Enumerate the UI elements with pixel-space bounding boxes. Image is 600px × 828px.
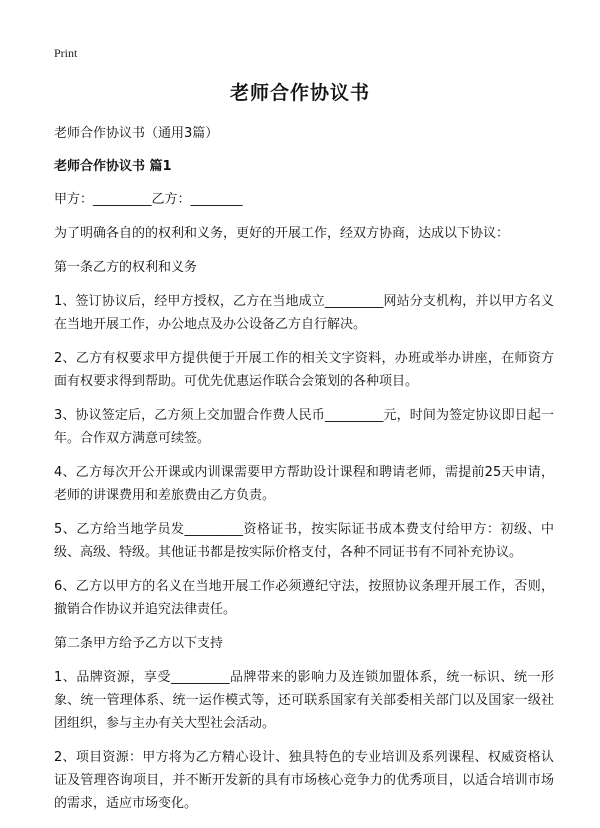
- parties-line: 甲方：_________乙方：________: [54, 192, 243, 207]
- article1-item-3: 3、协议签定后，乙方须上交加盟合作费人民币_________元，时间为签定协议即日起一年。合作双方满意可续签。: [54, 408, 554, 446]
- section-heading: 老师合作协议书 篇1: [54, 159, 172, 174]
- article1-item-4: 4、乙方每次开公开课或内训课需要甲方帮助设计课程和聘请老师，需提前25天申请，老师的讲课费用和差旅费由乙方负责。: [54, 465, 554, 503]
- article2-item-1: 1、品牌资源，享受_________品牌带来的影响力及连锁加盟体系，统一标识、统一形象、统一管理体系、统一运作模式等，还可联系国家有关部委相关部门以及国家一级社团组织，参与主办有关大型社会活动。: [54, 670, 554, 731]
- article1-item-1: 1、签订协议后，经甲方授权，乙方在当地成立_________网站分支机构，并以甲方名义在当地开展工作，办公地点及办公设备乙方自行解决。: [54, 294, 554, 332]
- article1-item-2: 2、乙方有权要求甲方提供便于开展工作的相关文字资料，办班或举办讲座，在师资方面有权要求得到帮助。可优先优惠运作联合会策划的各种项目。: [54, 351, 554, 389]
- article1-item-5: 5、乙方给当地学员发_________资格证书，按实际证书成本费支付给甲方：初级、中级、高级、特级。其他证书都是按实际价格支付，各种不同证书有不同补充协议。: [54, 522, 554, 560]
- document-subtitle: 老师合作协议书（通用3篇）: [54, 126, 219, 141]
- document-title: 老师合作协议书: [229, 82, 370, 104]
- intro-paragraph: 为了明确各自的的权利和义务，更好的开展工作，经双方协商，达成以下协议：: [54, 226, 510, 241]
- article2-item-2: 2、项目资源：甲方将为乙方精心设计、独具特色的专业培训及系列课程、权威资格认证及管理咨询项目，并不断开发新的具有市场核心竞争力的优秀项目，以适合培训市场的需求，适应市场变化。: [54, 750, 554, 811]
- article1-item-6: 6、乙方以甲方的名义在当地开展工作必须遵纪守法，按照协议条理开展工作，否则，撤销合作协议并追究法律责任。: [54, 579, 554, 617]
- article2-heading: 第二条甲方给予乙方以下支持: [54, 636, 224, 651]
- print-link[interactable]: Print: [54, 46, 78, 60]
- document-body: [54, 122, 554, 825]
- article1-heading: 第一条乙方的权利和义务: [54, 260, 198, 275]
